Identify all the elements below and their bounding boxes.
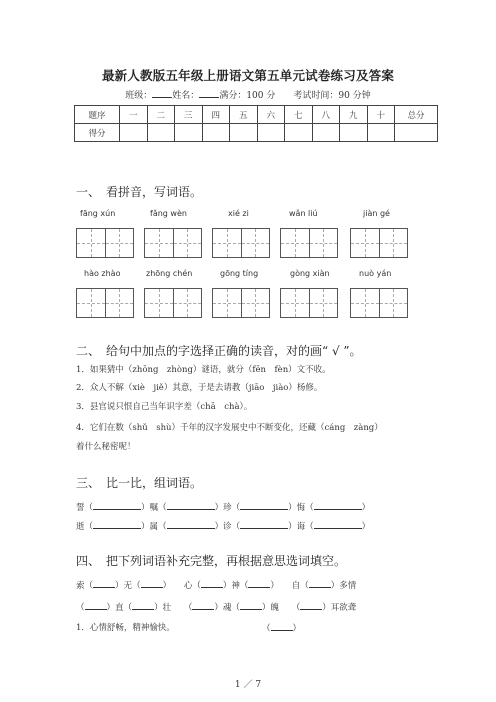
word-char: 诊 xyxy=(223,522,232,532)
score-cell[interactable] xyxy=(230,124,258,142)
answer-blank[interactable] xyxy=(93,500,141,510)
answer-blank[interactable] xyxy=(192,600,214,610)
answer-blank[interactable] xyxy=(85,600,107,610)
answer-blank[interactable] xyxy=(314,500,362,510)
pinyin-label: xié zi xyxy=(228,209,249,218)
section-3-heading: 三、 比一比，组词语。 xyxy=(76,476,203,490)
writing-grid[interactable] xyxy=(76,288,134,318)
pinyin-label: wǎn liú xyxy=(289,209,318,218)
answer-blank[interactable] xyxy=(248,578,270,588)
answer-blank[interactable] xyxy=(240,600,262,610)
answer-blank[interactable] xyxy=(309,578,331,588)
pinyin-label: fāng xún xyxy=(80,209,116,218)
score-cell[interactable] xyxy=(202,124,230,142)
question-line: 3．县官说只恨自己当年识字差（chā chà）。 xyxy=(76,402,253,412)
score-cell[interactable] xyxy=(285,124,313,142)
pinyin-label: fǎng wèn xyxy=(150,209,187,218)
name-blank[interactable] xyxy=(199,88,219,98)
answer-blank[interactable] xyxy=(271,621,293,631)
header-cell: 七 xyxy=(285,106,313,124)
exam-info xyxy=(0,88,496,101)
score-label-cell: 得分 xyxy=(75,124,120,142)
answer-blank[interactable] xyxy=(93,578,115,588)
idiom-char: 直 xyxy=(115,603,124,613)
pinyin-label: jiàn gé xyxy=(363,209,390,218)
word-row: 誓（ ）嘱（ ）珍（ ）悔（ ） xyxy=(76,500,370,513)
score-cell[interactable] xyxy=(147,124,175,142)
document-title: 最新人教版五年级上册语文第五单元试卷练习及答案 xyxy=(101,68,395,83)
header-cell: 五 xyxy=(230,106,258,124)
score-header-row xyxy=(75,106,438,124)
score-table xyxy=(74,105,438,142)
word-char: 嘱 xyxy=(149,503,159,513)
section-4-heading: 四、 把下列词语补充完整，再根据意思选词填空。 xyxy=(76,554,347,568)
pinyin-label: nuò yán xyxy=(359,269,392,278)
word-char: 珍 xyxy=(223,503,232,513)
pinyin-label: hào zhào xyxy=(84,269,121,278)
writing-grid[interactable] xyxy=(144,288,202,318)
answer-blank[interactable] xyxy=(93,519,141,529)
section-1-heading: 一、 看拼音，写词语。 xyxy=(76,185,203,199)
word-char: 属 xyxy=(149,522,159,532)
answer-blank[interactable] xyxy=(240,519,288,529)
score-row xyxy=(75,124,438,142)
writing-grid[interactable] xyxy=(350,288,408,318)
name-label: 姓名： xyxy=(172,91,200,101)
word-char: 诲 xyxy=(296,522,306,532)
word-char: 誓 xyxy=(76,503,85,513)
idiom-char: 自 xyxy=(291,581,301,591)
writing-grid[interactable] xyxy=(212,228,270,258)
score-cell[interactable] xyxy=(312,124,340,142)
fill-answer: （ ） xyxy=(262,621,301,634)
header-cell: 二 xyxy=(147,106,175,124)
section-2-heading: 二、 给句中加点的字选择正确的读音，对的画“ √ ”。 xyxy=(76,344,362,358)
exam-time: 考试时间：90 分钟 xyxy=(293,91,371,101)
question-line: 着什么秘密呢！ xyxy=(76,442,136,452)
score-cell[interactable] xyxy=(395,124,438,142)
answer-blank[interactable] xyxy=(300,600,322,610)
score-cell[interactable] xyxy=(340,124,368,142)
idiom-char: 索 xyxy=(76,581,85,591)
score-cell[interactable] xyxy=(120,124,148,142)
header-cell: 一 xyxy=(120,106,148,124)
answer-blank[interactable] xyxy=(141,578,163,588)
question-line: 2．众人不解（xiè jiě）其意，于是去请教（jiāo jiào）杨修。 xyxy=(76,383,323,393)
answer-blank[interactable] xyxy=(132,600,154,610)
writing-grid[interactable] xyxy=(212,288,270,318)
pinyin-label: gōng tíng xyxy=(220,269,259,278)
page-number: 1 ／ 7 xyxy=(234,680,262,690)
writing-grid[interactable] xyxy=(350,228,408,258)
idiom-char: 魄 xyxy=(270,603,279,613)
header-cell: 三 xyxy=(175,106,203,124)
pinyin-label: zhōng chén xyxy=(146,269,193,278)
full-score: 满分：100 分 xyxy=(219,91,276,101)
score-cell[interactable] xyxy=(175,124,203,142)
idiom-char: 多情 xyxy=(339,581,357,591)
writing-grid[interactable] xyxy=(144,228,202,258)
word-char: 悔 xyxy=(296,503,306,513)
answer-blank[interactable] xyxy=(240,500,288,510)
question-line: 1．如果猜中（zhōng zhòng）谜语，就分（fēn fèn）文不收。 xyxy=(76,365,331,375)
header-cell: 四 xyxy=(202,106,230,124)
word-row: 逝（ ）属（ ）诊（ ）诲（ ） xyxy=(76,519,370,532)
writing-grid[interactable] xyxy=(280,228,338,258)
header-cell: 总分 xyxy=(395,106,438,124)
header-cell: 题序 xyxy=(75,106,120,124)
word-char: 逝 xyxy=(76,522,85,532)
idiom-char: 心 xyxy=(183,581,193,591)
pinyin-label: gòng xiàn xyxy=(290,269,330,278)
answer-blank[interactable] xyxy=(201,578,223,588)
idiom-char: 壮 xyxy=(162,603,172,613)
idiom-row: 索（ ）无（ ） 心（ ）神（ ） 自（ ）多情 xyxy=(76,578,356,591)
idiom-char: 耳欲聋 xyxy=(330,603,357,613)
score-cell[interactable] xyxy=(257,124,285,142)
writing-grid[interactable] xyxy=(280,288,338,318)
header-cell: 八 xyxy=(312,106,340,124)
writing-grid[interactable] xyxy=(76,228,134,258)
answer-blank[interactable] xyxy=(167,500,215,510)
idiom-char: 无 xyxy=(123,581,133,591)
class-label: 班级： xyxy=(125,91,153,101)
answer-blank[interactable] xyxy=(314,519,362,529)
idiom-char: 神 xyxy=(231,581,240,591)
idiom-row: （ ）直（ ）壮 （ ）魂（ ）魄 （ ）耳欲聋 xyxy=(76,600,356,613)
question-line: 1．心情舒畅，精神愉快。 xyxy=(76,623,175,633)
score-cell[interactable] xyxy=(367,124,395,142)
answer-blank[interactable] xyxy=(167,519,215,529)
class-blank[interactable] xyxy=(152,88,172,98)
question-line: 4．它们在数（shǔ shù）千年的汉字发展史中不断变化，还藏（cáng zàng） xyxy=(76,423,383,433)
header-cell: 九 xyxy=(340,106,368,124)
header-cell: 六 xyxy=(257,106,285,124)
idiom-char: 魂 xyxy=(222,603,232,613)
header-cell: 十 xyxy=(367,106,395,124)
